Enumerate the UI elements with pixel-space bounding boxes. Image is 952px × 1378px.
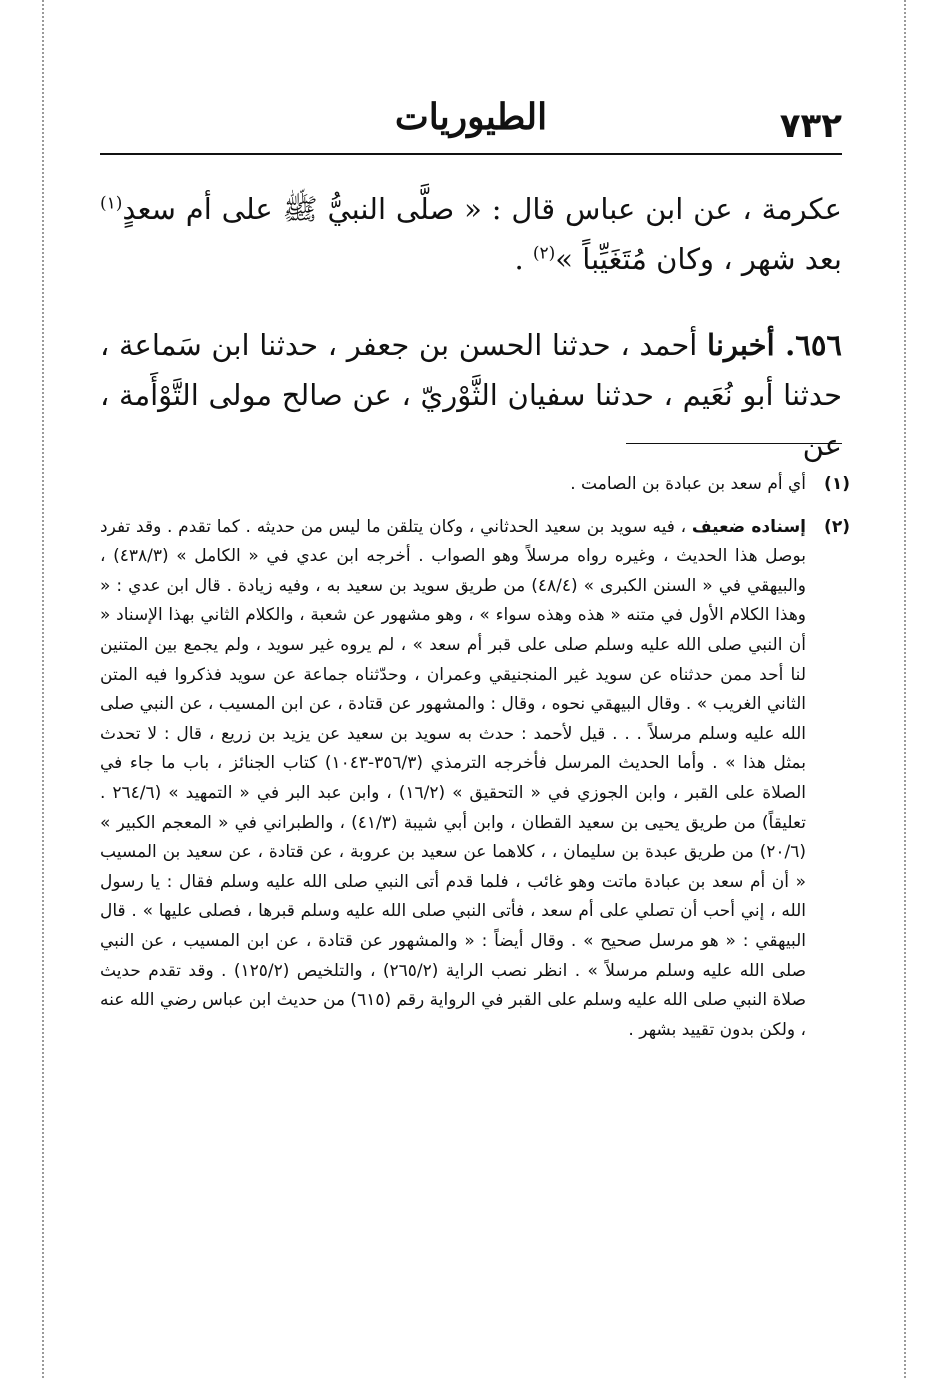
footnote-1-number: (١) [824, 474, 850, 494]
header-rule [100, 153, 842, 155]
footnote-2-text: ، فيه سويد بن سعيد الحدثاني ، وكان يتلقن ما ليس من حديثه . كما تقدم . وقد تفرد بوصل هذا الحديث ، وغيره رواه مرسلاً وهو الصواب . أخرجه ابن عدي في « الكامل » (٤٣٨/٣) ، والبيهقي في « السنن الكبرى » (٤٨/٤) من طريق سويد بن سعيد به ، وفيه زيادة . قال ابن عدي : « وهذا الكلام الأول في متنه « هذه وهذه سواء » ، وهو مشهور عن شعبة ، والكلام الثاني بهذا الإسناد « أن النبي صلى الله عليه وسلم صلى على قبر أم سعد » ، لم يروه غير سويد ، ولم يجمع بين المتنين لنا أحد ممن حدثناه عن سويد غير المنجنيقي وعمران ، وحدّثناه جماعة عن سويد فذكروا فيه المتن الثاني الغريب » . وقال البيهقي نحوه ، وقال : والمشهور عن قتادة ، عن ابن المسيب ، عن النبي صلى الله عليه وسلم مرسلاً . . . قيل لأحمد : حدث به سويد بن سعيد عن يزيد بن زريع ، قال : لا تحدث بمثل هذا » . وأما الحديث المرسل فأخرجه الترمذي (٣٥٦/٣-١٠٤٣) كتاب الجنائز ، باب ما جاء في الصلاة على القبر ، وابن الجوزي في « التحقيق » (١٦/٢) ، وابن عبد البر في « التمهيد » (٢٦٤/٦ . تعليقاً) من طريق يحيى بن سعيد القطان ، وابن أبي شيبة (٤١/٣) ، والطبراني في « المعجم الكبير » (٢٠/٦) من طريق عبدة بن سليمان ، ، كلاهما عن سعيد بن عروبة ، عن قتادة ، عن سعيد بن المسيب « أن أم سعد بن عبادة ماتت وهو غائب ، فلما قدم أتى النبي صلى الله عليه وسلم فقال : يا رسول الله ، إني أحب أن تصلي على أم سعد ، فأتى النبي صلى الله عليه وسلم قبرها ، فصلى عليها » . قال البيهقي : « هو مرسل صحيح » . وقال أيضاً : « والمشهور عن قتادة ، عن ابن المسيب ، عن النبي صلى الله عليه وسلم مرسلاً » . انظر نصب الراية (٢٦٥/٢) ، والتلخيص (١٢٥/٢) . وقد تقدم حديث صلاة النبي صلى الله عليه وسلم على القبر في الرواية رقم (٦١٥) من حديث ابن عباس رضي الله عنه ، ولكن بدون تقييد بشهر . [100, 516, 807, 1040]
book-title: الطيوريات [394, 96, 548, 138]
main-paragraph-1-end: . [514, 242, 533, 276]
main-paragraph-2 [100, 320, 842, 470]
footnote-2-number: (٢) [824, 516, 850, 537]
footnote-ref-2: (٢) [532, 243, 556, 264]
footnote-2-lead: إسناده ضعيف [691, 516, 806, 537]
footnote-1 [100, 470, 850, 500]
scan-edge-right [904, 0, 906, 1378]
main-paragraph-1 [100, 184, 842, 284]
main-paragraph-1-tail: بعد شهر ، وكان مُتَغَيِّباً » [555, 242, 842, 276]
footnotes [100, 470, 850, 1045]
page-header [100, 96, 842, 152]
footnotes-separator [626, 443, 842, 444]
footnote-2 [100, 513, 850, 1046]
page-number: ٧٣٢ [779, 106, 842, 146]
hadith-number-lead: ٦٥٦. أخبرنا [707, 328, 842, 362]
footnote-1-text: أي أم سعد بن عبادة بن الصامت . [570, 474, 806, 494]
main-paragraph-1-text: عكرمة ، عن ابن عباس قال : « صلَّى النبيُّ ﷺ على أم سعدٍ [122, 192, 842, 226]
footnote-ref-1: (١) [100, 193, 123, 214]
main-paragraph-2-text: أحمد ، حدثنا الحسن بن جعفر ، حدثنا ابن سَماعة ، حدثنا أبو نُعَيم ، حدثنا سفيان الثَّوْريّ ، عن صالح مولى التَّوْأَمة ، عن [100, 328, 842, 462]
scan-edge-left [42, 0, 44, 1378]
